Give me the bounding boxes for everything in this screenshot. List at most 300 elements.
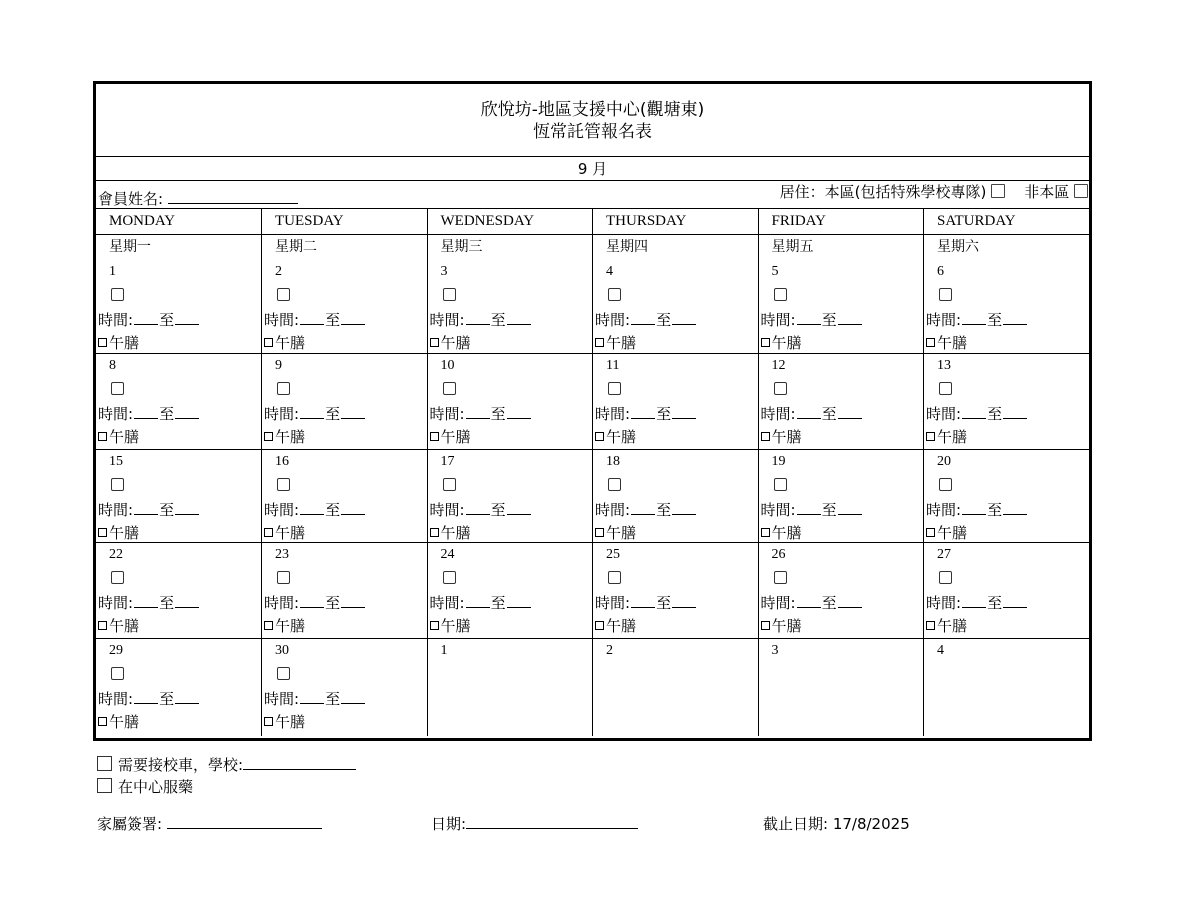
day-cell bbox=[593, 353, 759, 449]
time-to-blank[interactable] bbox=[507, 312, 531, 325]
non-local-label: 非本區 bbox=[1024, 183, 1070, 201]
day-select-checkbox[interactable] bbox=[939, 382, 952, 395]
lunch-checkbox[interactable] bbox=[926, 432, 935, 441]
member-info-row bbox=[96, 181, 1089, 209]
day-select-checkbox[interactable] bbox=[939, 478, 952, 491]
lunch-label: 午膳 bbox=[109, 616, 140, 635]
time-label: 時間: bbox=[926, 311, 962, 329]
date-number: 10 bbox=[440, 357, 455, 373]
school-bus-checkbox[interactable] bbox=[97, 756, 112, 771]
time-from-blank[interactable] bbox=[797, 312, 821, 325]
deadline: 截止日期: 17/8/2025 bbox=[763, 815, 910, 833]
lunch-option bbox=[98, 332, 139, 353]
member-name-label: 會員姓名: bbox=[98, 190, 164, 208]
time-label: 時間: bbox=[926, 404, 962, 423]
lunch-checkbox[interactable] bbox=[98, 432, 107, 441]
time-to-blank[interactable] bbox=[341, 406, 365, 419]
weekday-zh: 星期四 bbox=[593, 235, 759, 261]
time-range-field bbox=[264, 688, 366, 709]
day-cell bbox=[593, 542, 759, 638]
lunch-checkbox[interactable] bbox=[926, 338, 935, 347]
residence-local-checkbox[interactable] bbox=[991, 184, 1005, 198]
lunch-label: 午膳 bbox=[606, 427, 637, 446]
weekday-en: TUESDAY bbox=[262, 209, 428, 235]
time-label: 時間: bbox=[760, 404, 796, 423]
lunch-checkbox[interactable] bbox=[761, 621, 770, 630]
lunch-checkbox[interactable] bbox=[430, 621, 439, 630]
date-number: 29 bbox=[109, 642, 123, 658]
time-to-blank[interactable] bbox=[672, 312, 696, 325]
lunch-label: 午膳 bbox=[771, 523, 802, 542]
time-from-blank[interactable] bbox=[300, 691, 324, 704]
weekday-en: MONDAY bbox=[96, 209, 262, 235]
time-to-blank[interactable] bbox=[341, 502, 365, 515]
weekday-zh: 星期五 bbox=[758, 235, 924, 261]
time-to-blank[interactable] bbox=[175, 502, 199, 515]
time-from-blank[interactable] bbox=[300, 502, 324, 515]
date-number: 16 bbox=[275, 453, 289, 469]
to-label: 至 bbox=[821, 404, 837, 423]
time-range-field bbox=[98, 592, 200, 613]
day-select-checkbox[interactable] bbox=[774, 382, 787, 395]
date-field bbox=[431, 813, 638, 834]
lunch-option bbox=[595, 332, 636, 353]
time-from-blank[interactable] bbox=[797, 502, 821, 515]
time-from-blank[interactable] bbox=[134, 312, 158, 325]
time-from-blank[interactable] bbox=[134, 691, 158, 704]
to-label: 至 bbox=[325, 689, 341, 708]
lunch-option bbox=[595, 615, 636, 636]
parent-signature-label: 家屬簽署: bbox=[97, 815, 163, 833]
lunch-label: 午膳 bbox=[771, 616, 802, 635]
time-label: 時間: bbox=[595, 404, 631, 423]
lunch-option bbox=[264, 711, 305, 732]
time-from-blank[interactable] bbox=[631, 312, 655, 325]
time-to-blank[interactable] bbox=[175, 595, 199, 608]
lunch-option bbox=[98, 522, 139, 543]
time-range-field bbox=[761, 499, 863, 520]
time-from-blank[interactable] bbox=[962, 406, 986, 419]
day-cell bbox=[758, 638, 924, 736]
time-label: 時間: bbox=[760, 593, 796, 612]
time-from-blank[interactable] bbox=[631, 502, 655, 515]
lunch-checkbox[interactable] bbox=[264, 338, 273, 347]
weekday-zh: 星期一 bbox=[96, 235, 262, 261]
day-select-checkbox[interactable] bbox=[443, 382, 456, 395]
time-to-blank[interactable] bbox=[341, 595, 365, 608]
lunch-option bbox=[926, 426, 967, 447]
school-bus-option bbox=[97, 754, 356, 775]
to-label: 至 bbox=[159, 500, 175, 519]
lunch-option bbox=[430, 522, 471, 543]
lunch-checkbox[interactable] bbox=[98, 528, 107, 537]
lunch-option bbox=[430, 426, 471, 447]
to-label: 至 bbox=[325, 311, 341, 329]
lunch-checkbox[interactable] bbox=[430, 528, 439, 537]
day-select-checkbox[interactable] bbox=[443, 571, 456, 584]
registration-form bbox=[93, 81, 1092, 741]
day-cell bbox=[262, 260, 428, 353]
parent-signature bbox=[97, 813, 322, 834]
time-to-blank[interactable] bbox=[175, 312, 199, 325]
time-from-blank[interactable] bbox=[797, 406, 821, 419]
lunch-option bbox=[761, 522, 802, 543]
time-label: 時間: bbox=[429, 311, 465, 329]
lunch-checkbox[interactable] bbox=[430, 338, 439, 347]
date-number: 2 bbox=[275, 264, 282, 279]
time-range-field bbox=[926, 499, 1028, 520]
school-bus-label: 需要接校車，學校: bbox=[118, 756, 244, 774]
to-label: 至 bbox=[490, 404, 506, 423]
time-to-blank[interactable] bbox=[1003, 406, 1027, 419]
date-number: 1 bbox=[109, 264, 116, 279]
day-select-checkbox[interactable] bbox=[111, 382, 124, 395]
time-range-field bbox=[98, 499, 200, 520]
date-number: 15 bbox=[109, 453, 123, 469]
date-number: 20 bbox=[937, 453, 951, 469]
time-label: 時間: bbox=[98, 404, 134, 423]
date-blank[interactable] bbox=[466, 814, 638, 829]
medication-option bbox=[97, 776, 193, 797]
time-from-blank[interactable] bbox=[300, 312, 324, 325]
to-label: 至 bbox=[325, 404, 341, 423]
day-cell bbox=[427, 449, 593, 542]
lunch-label: 午膳 bbox=[109, 523, 140, 542]
day-cell bbox=[262, 353, 428, 449]
lunch-checkbox[interactable] bbox=[595, 528, 604, 537]
time-to-blank[interactable] bbox=[175, 691, 199, 704]
lunch-option bbox=[926, 522, 967, 543]
lunch-option bbox=[761, 426, 802, 447]
day-select-checkbox[interactable] bbox=[774, 478, 787, 491]
time-range-field bbox=[430, 592, 532, 613]
day-cell bbox=[924, 542, 1090, 638]
day-cell bbox=[427, 260, 593, 353]
time-range-field bbox=[264, 309, 366, 330]
day-select-checkbox[interactable] bbox=[774, 571, 787, 584]
lunch-checkbox[interactable] bbox=[761, 432, 770, 441]
time-range-field bbox=[761, 403, 863, 424]
day-cell bbox=[593, 638, 759, 736]
date-number: 8 bbox=[109, 357, 116, 373]
day-select-checkbox[interactable] bbox=[443, 288, 456, 301]
time-label: 時間: bbox=[926, 500, 962, 519]
to-label: 至 bbox=[987, 500, 1003, 519]
day-cell bbox=[924, 353, 1090, 449]
lunch-label: 午膳 bbox=[606, 616, 637, 635]
time-label: 時間: bbox=[98, 593, 134, 612]
lunch-checkbox[interactable] bbox=[761, 528, 770, 537]
date-number: 18 bbox=[606, 453, 620, 469]
time-to-blank[interactable] bbox=[1003, 502, 1027, 515]
lunch-label: 午膳 bbox=[109, 712, 140, 731]
weekday-en: WEDNESDAY bbox=[427, 209, 593, 235]
day-select-checkbox[interactable] bbox=[774, 288, 787, 301]
time-from-blank[interactable] bbox=[134, 502, 158, 515]
day-cell bbox=[924, 260, 1090, 353]
weekday-zh: 星期六 bbox=[937, 239, 979, 255]
day-select-checkbox[interactable] bbox=[277, 571, 290, 584]
time-range-field bbox=[761, 309, 863, 330]
date-number: 3 bbox=[771, 642, 779, 658]
to-label: 至 bbox=[159, 689, 175, 708]
time-to-blank[interactable] bbox=[175, 406, 199, 419]
time-from-blank[interactable] bbox=[300, 406, 324, 419]
date-number: 13 bbox=[937, 357, 951, 373]
to-label: 至 bbox=[821, 593, 837, 612]
day-cell bbox=[262, 638, 428, 736]
day-select-checkbox[interactable] bbox=[608, 571, 621, 584]
lunch-label: 午膳 bbox=[275, 427, 306, 446]
time-from-blank[interactable] bbox=[300, 595, 324, 608]
lunch-option bbox=[264, 332, 305, 353]
lunch-option bbox=[926, 615, 967, 636]
lunch-label: 午膳 bbox=[275, 523, 306, 542]
time-label: 時間: bbox=[264, 500, 300, 519]
date-number: 17 bbox=[440, 453, 455, 469]
lunch-label: 午膳 bbox=[440, 523, 471, 542]
day-cell bbox=[262, 542, 428, 638]
lunch-option bbox=[430, 615, 471, 636]
time-from-blank[interactable] bbox=[466, 312, 490, 325]
time-from-blank[interactable] bbox=[631, 406, 655, 419]
time-label: 時間: bbox=[98, 311, 134, 329]
date-label: 日期: bbox=[431, 815, 467, 833]
time-label: 時間: bbox=[926, 593, 962, 612]
date-number: 25 bbox=[606, 546, 620, 562]
lunch-label: 午膳 bbox=[275, 712, 306, 731]
time-range-field bbox=[98, 309, 200, 330]
day-select-checkbox[interactable] bbox=[111, 571, 124, 584]
time-from-blank[interactable] bbox=[631, 595, 655, 608]
time-label: 時間: bbox=[760, 500, 796, 519]
day-select-checkbox[interactable] bbox=[111, 667, 124, 680]
time-range-field bbox=[926, 309, 1028, 330]
to-label: 至 bbox=[325, 500, 341, 519]
residence-label: 居住：本區(包括特殊學校專隊) bbox=[779, 183, 987, 201]
day-cell bbox=[593, 260, 759, 353]
time-range-field bbox=[926, 592, 1028, 613]
calendar-table bbox=[96, 209, 1089, 736]
time-to-blank[interactable] bbox=[672, 406, 696, 419]
day-select-checkbox[interactable] bbox=[277, 667, 290, 680]
lunch-checkbox[interactable] bbox=[430, 432, 439, 441]
lunch-option bbox=[264, 426, 305, 447]
date-number: 23 bbox=[275, 546, 289, 562]
date-number: 3 bbox=[440, 264, 448, 279]
to-label: 至 bbox=[821, 500, 837, 519]
day-cell bbox=[427, 638, 593, 736]
day-cell bbox=[96, 449, 262, 542]
time-label: 時間: bbox=[98, 689, 134, 708]
time-from-blank[interactable] bbox=[962, 595, 986, 608]
time-to-blank[interactable] bbox=[507, 502, 531, 515]
residence-nonlocal-checkbox[interactable] bbox=[1074, 184, 1088, 198]
time-to-blank[interactable] bbox=[672, 595, 696, 608]
to-label: 至 bbox=[490, 500, 506, 519]
to-label: 至 bbox=[656, 404, 672, 423]
time-label: 時間: bbox=[429, 404, 465, 423]
lunch-label: 午膳 bbox=[440, 334, 471, 352]
time-range-field bbox=[264, 403, 366, 424]
lunch-checkbox[interactable] bbox=[264, 621, 273, 630]
lunch-checkbox[interactable] bbox=[926, 528, 935, 537]
time-to-blank[interactable] bbox=[507, 406, 531, 419]
day-select-checkbox[interactable] bbox=[608, 478, 621, 491]
time-range-field bbox=[430, 403, 532, 424]
time-to-blank[interactable] bbox=[838, 595, 862, 608]
day-cell bbox=[758, 542, 924, 638]
lunch-checkbox[interactable] bbox=[761, 338, 770, 347]
day-select-checkbox[interactable] bbox=[277, 288, 290, 301]
school-name-blank[interactable] bbox=[243, 755, 356, 770]
lunch-option bbox=[430, 332, 471, 353]
day-select-checkbox[interactable] bbox=[608, 382, 621, 395]
time-to-blank[interactable] bbox=[341, 312, 365, 325]
time-range-field bbox=[430, 309, 532, 330]
day-cell bbox=[758, 353, 924, 449]
time-label: 時間: bbox=[595, 500, 631, 519]
weekday-zh-row bbox=[96, 235, 1089, 261]
time-range-field bbox=[761, 592, 863, 613]
time-range-field bbox=[264, 592, 366, 613]
date-number: 5 bbox=[771, 264, 779, 279]
time-from-blank[interactable] bbox=[962, 312, 986, 325]
date-number: 27 bbox=[937, 546, 951, 562]
day-select-checkbox[interactable] bbox=[443, 478, 456, 491]
to-label: 至 bbox=[821, 311, 837, 329]
day-select-checkbox[interactable] bbox=[939, 571, 952, 584]
form-name: 恆常託管報名表 bbox=[533, 122, 652, 142]
member-name-field[interactable] bbox=[98, 188, 298, 209]
to-label: 至 bbox=[159, 404, 175, 423]
lunch-checkbox[interactable] bbox=[595, 432, 604, 441]
time-from-blank[interactable] bbox=[797, 595, 821, 608]
form-title bbox=[96, 84, 1089, 157]
date-number: 4 bbox=[606, 264, 613, 279]
lunch-checkbox[interactable] bbox=[264, 717, 273, 726]
lunch-checkbox[interactable] bbox=[595, 621, 604, 630]
day-select-checkbox[interactable] bbox=[111, 288, 124, 301]
lunch-label: 午膳 bbox=[606, 523, 637, 542]
lunch-label: 午膳 bbox=[109, 427, 140, 446]
member-name-blank[interactable] bbox=[168, 189, 298, 204]
date-number: 9 bbox=[275, 357, 282, 373]
weekday-zh: 星期三 bbox=[427, 235, 593, 261]
lunch-label: 午膳 bbox=[771, 427, 802, 446]
time-label: 時間: bbox=[264, 404, 300, 423]
time-from-blank[interactable] bbox=[466, 595, 490, 608]
to-label: 至 bbox=[987, 311, 1003, 329]
date-number: 12 bbox=[771, 357, 786, 373]
time-to-blank[interactable] bbox=[341, 691, 365, 704]
time-range-field bbox=[595, 403, 697, 424]
to-label: 至 bbox=[987, 404, 1003, 423]
to-label: 至 bbox=[490, 593, 506, 612]
time-from-blank[interactable] bbox=[134, 406, 158, 419]
day-cell bbox=[96, 638, 262, 736]
signature-blank[interactable] bbox=[167, 814, 322, 829]
to-label: 至 bbox=[656, 593, 672, 612]
to-label: 至 bbox=[159, 593, 175, 612]
to-label: 至 bbox=[656, 500, 672, 519]
day-select-checkbox[interactable] bbox=[608, 288, 621, 301]
lunch-option bbox=[595, 522, 636, 543]
lunch-label: 午膳 bbox=[440, 427, 471, 446]
lunch-checkbox[interactable] bbox=[264, 528, 273, 537]
lunch-checkbox[interactable] bbox=[595, 338, 604, 347]
week-row bbox=[96, 260, 1089, 353]
date-number: 6 bbox=[937, 264, 944, 279]
lunch-option bbox=[264, 615, 305, 636]
lunch-checkbox[interactable] bbox=[98, 717, 107, 726]
time-range-field bbox=[595, 309, 697, 330]
lunch-label: 午膳 bbox=[937, 616, 968, 635]
date-number: 4 bbox=[937, 642, 944, 658]
time-range-field bbox=[264, 499, 366, 520]
lunch-checkbox[interactable] bbox=[98, 621, 107, 630]
lunch-checkbox[interactable] bbox=[926, 621, 935, 630]
lunch-option bbox=[595, 426, 636, 447]
day-select-checkbox[interactable] bbox=[277, 382, 290, 395]
time-label: 時間: bbox=[595, 593, 631, 612]
lunch-label: 午膳 bbox=[937, 334, 968, 352]
lunch-option bbox=[98, 711, 139, 732]
day-select-checkbox[interactable] bbox=[111, 478, 124, 491]
medication-label: 在中心服藥 bbox=[118, 778, 194, 796]
medication-checkbox[interactable] bbox=[97, 778, 112, 793]
to-label: 至 bbox=[987, 593, 1003, 612]
date-number: 26 bbox=[771, 546, 786, 562]
time-label: 時間: bbox=[264, 593, 300, 612]
lunch-checkbox[interactable] bbox=[264, 432, 273, 441]
lunch-option bbox=[98, 615, 139, 636]
week-row bbox=[96, 542, 1089, 638]
lunch-checkbox[interactable] bbox=[98, 338, 107, 347]
time-from-blank[interactable] bbox=[962, 502, 986, 515]
day-select-checkbox[interactable] bbox=[277, 478, 290, 491]
time-to-blank[interactable] bbox=[838, 502, 862, 515]
time-to-blank[interactable] bbox=[1003, 595, 1027, 608]
time-to-blank[interactable] bbox=[838, 406, 862, 419]
time-to-blank[interactable] bbox=[1003, 312, 1027, 325]
time-label: 時間: bbox=[264, 311, 300, 329]
time-to-blank[interactable] bbox=[507, 595, 531, 608]
weekday-en: FRIDAY bbox=[758, 209, 924, 235]
to-label: 至 bbox=[656, 311, 672, 329]
time-from-blank[interactable] bbox=[466, 502, 490, 515]
time-label: 時間: bbox=[429, 593, 465, 612]
time-to-blank[interactable] bbox=[672, 502, 696, 515]
to-label: 至 bbox=[490, 311, 506, 329]
time-to-blank[interactable] bbox=[838, 312, 862, 325]
time-from-blank[interactable] bbox=[466, 406, 490, 419]
time-range-field bbox=[926, 403, 1028, 424]
time-label: 時間: bbox=[98, 500, 134, 519]
weekday-en: SATURDAY bbox=[924, 209, 1090, 235]
time-from-blank[interactable] bbox=[134, 595, 158, 608]
lunch-label: 午膳 bbox=[606, 334, 637, 352]
time-label: 時間: bbox=[595, 311, 631, 329]
week-row bbox=[96, 638, 1089, 736]
day-select-checkbox[interactable] bbox=[939, 288, 952, 301]
to-label: 至 bbox=[325, 593, 341, 612]
day-cell bbox=[262, 449, 428, 542]
date-number: 2 bbox=[606, 642, 613, 658]
day-cell bbox=[758, 449, 924, 542]
time-label: 時間: bbox=[760, 311, 796, 329]
day-cell bbox=[924, 449, 1090, 542]
